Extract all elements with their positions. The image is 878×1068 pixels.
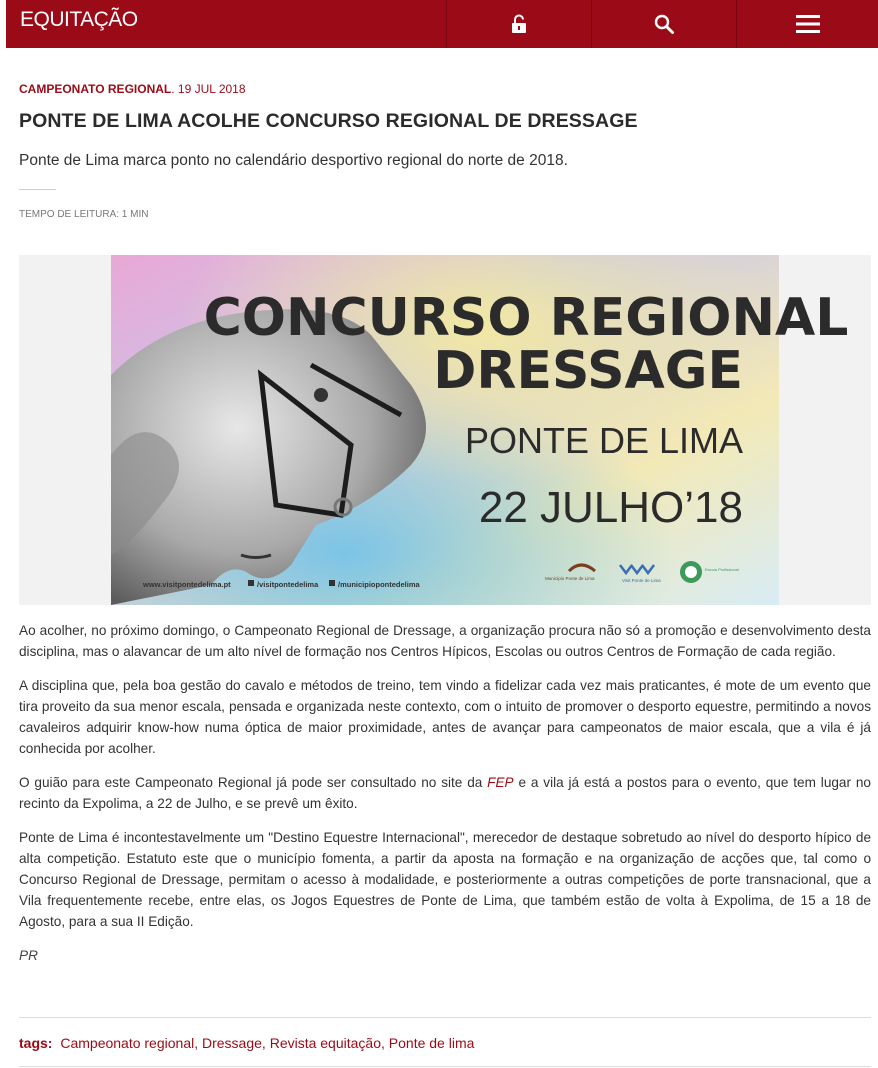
- tags-list: [19, 1035, 474, 1051]
- fep-link[interactable]: FEP: [487, 775, 514, 790]
- tags-divider-top: [19, 1017, 871, 1018]
- poster-event-date: 22 JULHO’18: [478, 483, 743, 532]
- poster-footer-fb1: /visitpontedelima: [257, 580, 319, 589]
- paragraph: A disciplina que, pela boa gestão do cavalo e métodos de treino, tem vindo a fidelizar cada vez mais praticantes, é mote de um evento que tira proveito da sua menor escala, pensada e organizada neste contexto, com o intuito de promover o desporto equestre, permitindo a novos cavaleiros adquirir know-how numa óptica de maior proximidade, antes de avançar para campeonatos de maior escala, que a vila é já conhecida por acolher.: [19, 678, 871, 756]
- poster-footer-site: www.visitpontedelima.pt: [143, 580, 231, 589]
- tags-divider-bottom: [19, 1066, 871, 1067]
- tag-link[interactable]: Ponte de lima: [388, 1035, 475, 1051]
- tag-link[interactable]: Revista equitação,: [269, 1035, 385, 1051]
- tag-link[interactable]: Campeonato regional,: [60, 1035, 199, 1051]
- menu-icon: [796, 14, 820, 34]
- meta-separator: .: [171, 82, 175, 96]
- search-button[interactable]: [591, 0, 736, 48]
- article-title: PONTE DE LIMA ACOLHE CONCURSO REGIONAL DE DRESSAGE: [19, 110, 638, 132]
- tags-label: tags:: [19, 1035, 53, 1051]
- paragraph-text: O guião para este Campeonato Regional já pode ser consultado no site da: [19, 775, 488, 790]
- category-link[interactable]: CAMPEONATO REGIONAL: [19, 82, 172, 96]
- top-navigation-bar: [6, 0, 878, 48]
- divider: [19, 189, 56, 190]
- paragraph: Ao acolher, no próximo domingo, o Campeonato Regional de Dressage, a organização procura não só a promoção e desenvolvimento desta disciplina, mas o alavancar de um alto nível de formação nos Centros Hípicos, Escolas ou outros Centros de Formação de cada região.: [19, 623, 871, 659]
- site-logo[interactable]: EQUITAÇÃO: [20, 8, 138, 31]
- poster-sponsor2: Visit Ponte de Lima: [622, 578, 661, 583]
- paragraph-text: e a vila já está a postos para o evento, que tem lugar no recinto da Expolima, a 22 de Julho, e se prevê um êxito.: [19, 775, 871, 811]
- paragraph: Ponte de Lima é incontestavelmente um "Destino Equestre Internacional", merecedor de destaque sobretudo ao nível do desporto hípico de alta competição. Estatuto este que o município fomenta, a partir da aposta na formação e na organização de acções que, tal como o Concurso Regional de Dressage, permitam o acesso à modalidade, e posteriormente a outras competições de porte transnacional, que a Vila frequentemente recebe, entre elas, os Jogos Equestres de Ponte de Lima, que também estão de volta à Expolima, de 15 a 18 de Agosto, para a sua II Edição.: [19, 830, 871, 929]
- hero-image-container: [19, 255, 871, 605]
- poster-footer-fb2: /municipiopontedelima: [338, 580, 420, 589]
- paragraph: [19, 772, 871, 814]
- lock-icon: [511, 14, 527, 34]
- article-lead: Ponte de Lima marca ponto no calendário desportivo regional do norte de 2018.: [19, 152, 568, 169]
- article-date: 19 JUL 2018: [177, 82, 246, 96]
- menu-button[interactable]: [736, 0, 878, 48]
- search-icon: [654, 14, 674, 34]
- poster-sponsor3: Escola Profissional: [705, 567, 739, 572]
- poster-title-line2: DRESSAGE: [433, 341, 743, 401]
- event-poster-image: [111, 255, 849, 605]
- reading-time: TEMPO DE LEITURA: 1 MIN: [19, 209, 149, 220]
- author-signature: PR: [19, 948, 38, 963]
- poster-title-line1: CONCURSO REGIONAL: [203, 288, 849, 348]
- poster-location: PONTE DE LIMA: [464, 420, 743, 461]
- login-button[interactable]: [446, 0, 591, 48]
- article-meta: [19, 82, 246, 96]
- article-body: [19, 620, 871, 979]
- poster-sponsor1: Município Ponte de Lima: [545, 576, 595, 581]
- tag-link[interactable]: Dressage,: [202, 1035, 266, 1051]
